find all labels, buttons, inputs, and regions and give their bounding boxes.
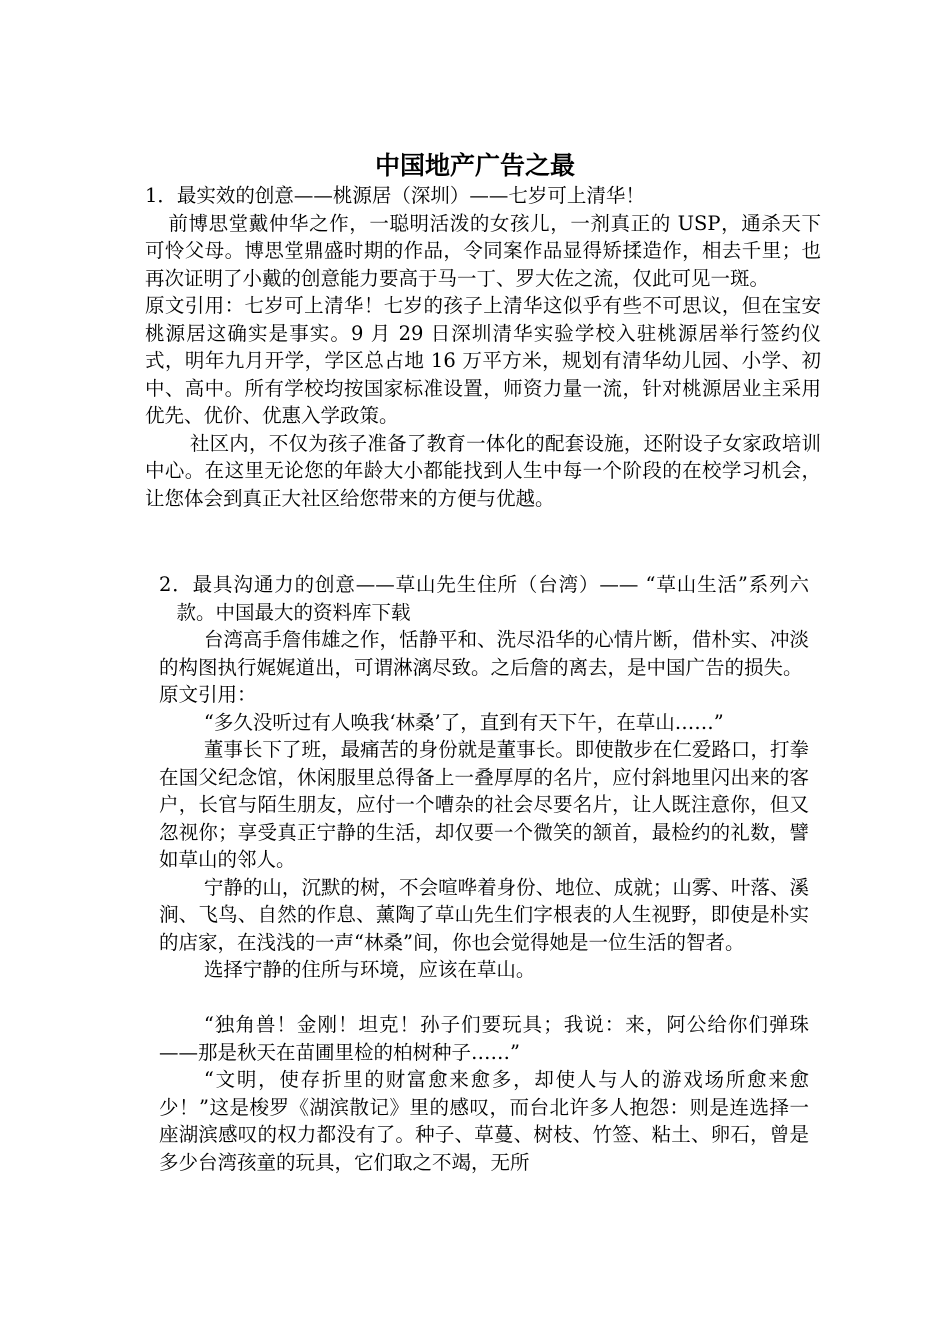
- section-1-comment: 前博思堂戴仲华之作，一聪明活泼的女孩儿，一剂真正的 USP，通杀天下可怜父母。博思堂鼎盛时期的作品，令同案作品显得矫揉造作，相去千里；也再次证明了小戴的创意能力要高于马一丁、罗大佐之流，仅此可见一斑。: [145, 211, 821, 290]
- section-2-paragraph: “独角兽！金刚！坦克！孙子们要玩具；我说：来，阿公给你们弹珠——那是秋天在苗圃里检的柏树种子……”: [159, 1013, 809, 1064]
- section-2-paragraph: “文明，使存折里的财富愈来愈多，却使人与人的游戏场所愈来愈少！”这是梭罗《湖滨散记》里的感叹，而台北许多人抱怨：则是连选择一座湖滨感叹的权力都没有了。种子、草蔓、树枝、竹签、粘土、卵石，曾是多少台湾孩童的玩具，它们取之不竭，无所: [159, 1068, 809, 1174]
- section-2-paragraph: “多久没听过有人唤我‘林桑’了，直到有天下午，在草山……”: [203, 710, 724, 734]
- section-2-paragraph: 选择宁静的住所与环境，应该在草山。: [203, 958, 536, 981]
- section-2-paragraph: 董事长下了班，最痛苦的身份就是董事长。即使散步在仁爱路口，打拳在国父纪念馆，休闲服里总得备上一叠厚厚的名片，应付斜地里闪出来的客户，长官与陌生朋友，应付一个嘈杂的社会尽要名片，让人既注意你，但又忽视你；享受真正宁静的生活，却仅要一个微笑的颔首，最检约的礼数，譬如草山的邻人。: [159, 738, 809, 871]
- section-1-heading: 1．最实效的创意——桃源居（深圳）——七岁可上清华！: [145, 184, 645, 207]
- section-2-heading: 2．最具沟通力的创意——草山先生住所（台湾）—— “草山生活”系列六款。中国最大的资料库下载: [159, 573, 809, 624]
- section-2-comment: 台湾高手詹伟雄之作，恬静平和、洗尽沿华的心情片断，借朴实、冲淡的构图执行娓娓道出，可谓淋漓尽致。之后詹的离去，是中国广告的损失。: [159, 628, 809, 679]
- paragraph-spacer: [159, 984, 809, 1012]
- section-1-paragraph: 社区内，不仅为孩子准备了教育一体化的配套设施，还附设子女家政培训中心。在这里无论您的年龄大小都能找到人生中每一个阶段的在校学习机会，让您体会到真正大社区给您带来的方便与优越。: [145, 431, 821, 510]
- section-1: [145, 182, 821, 512]
- section-1-quote: 原文引用：七岁可上清华！七岁的孩子上清华这似乎有些不可思议，但在宝安桃源居这确实是事实。9 月 29 日深圳清华实验学校入驻桃源居举行签约仪式，明年九月开学，学区总占地 16 万平方米，规划有清华幼儿园、小学、初中、高中。所有学校均按国家标准设置，师资力量一流，针对桃源居业主采用优先、优价、优惠入学政策。: [145, 294, 821, 427]
- document-title: 中国地产广告之最: [374, 151, 575, 180]
- section-2-paragraph: 宁静的山，沉默的树，不会喧哗着身份、地位、成就；山雾、叶落、溪涧、飞鸟、自然的作息、薰陶了草山先生们字根表的人生视野，即使是朴实的店家，在浅浅的一声“林桑”间，你也会觉得她是一位生活的智者。: [159, 875, 809, 954]
- section-2: [159, 571, 809, 1176]
- section-2-quote-label: 原文引用：: [159, 683, 257, 706]
